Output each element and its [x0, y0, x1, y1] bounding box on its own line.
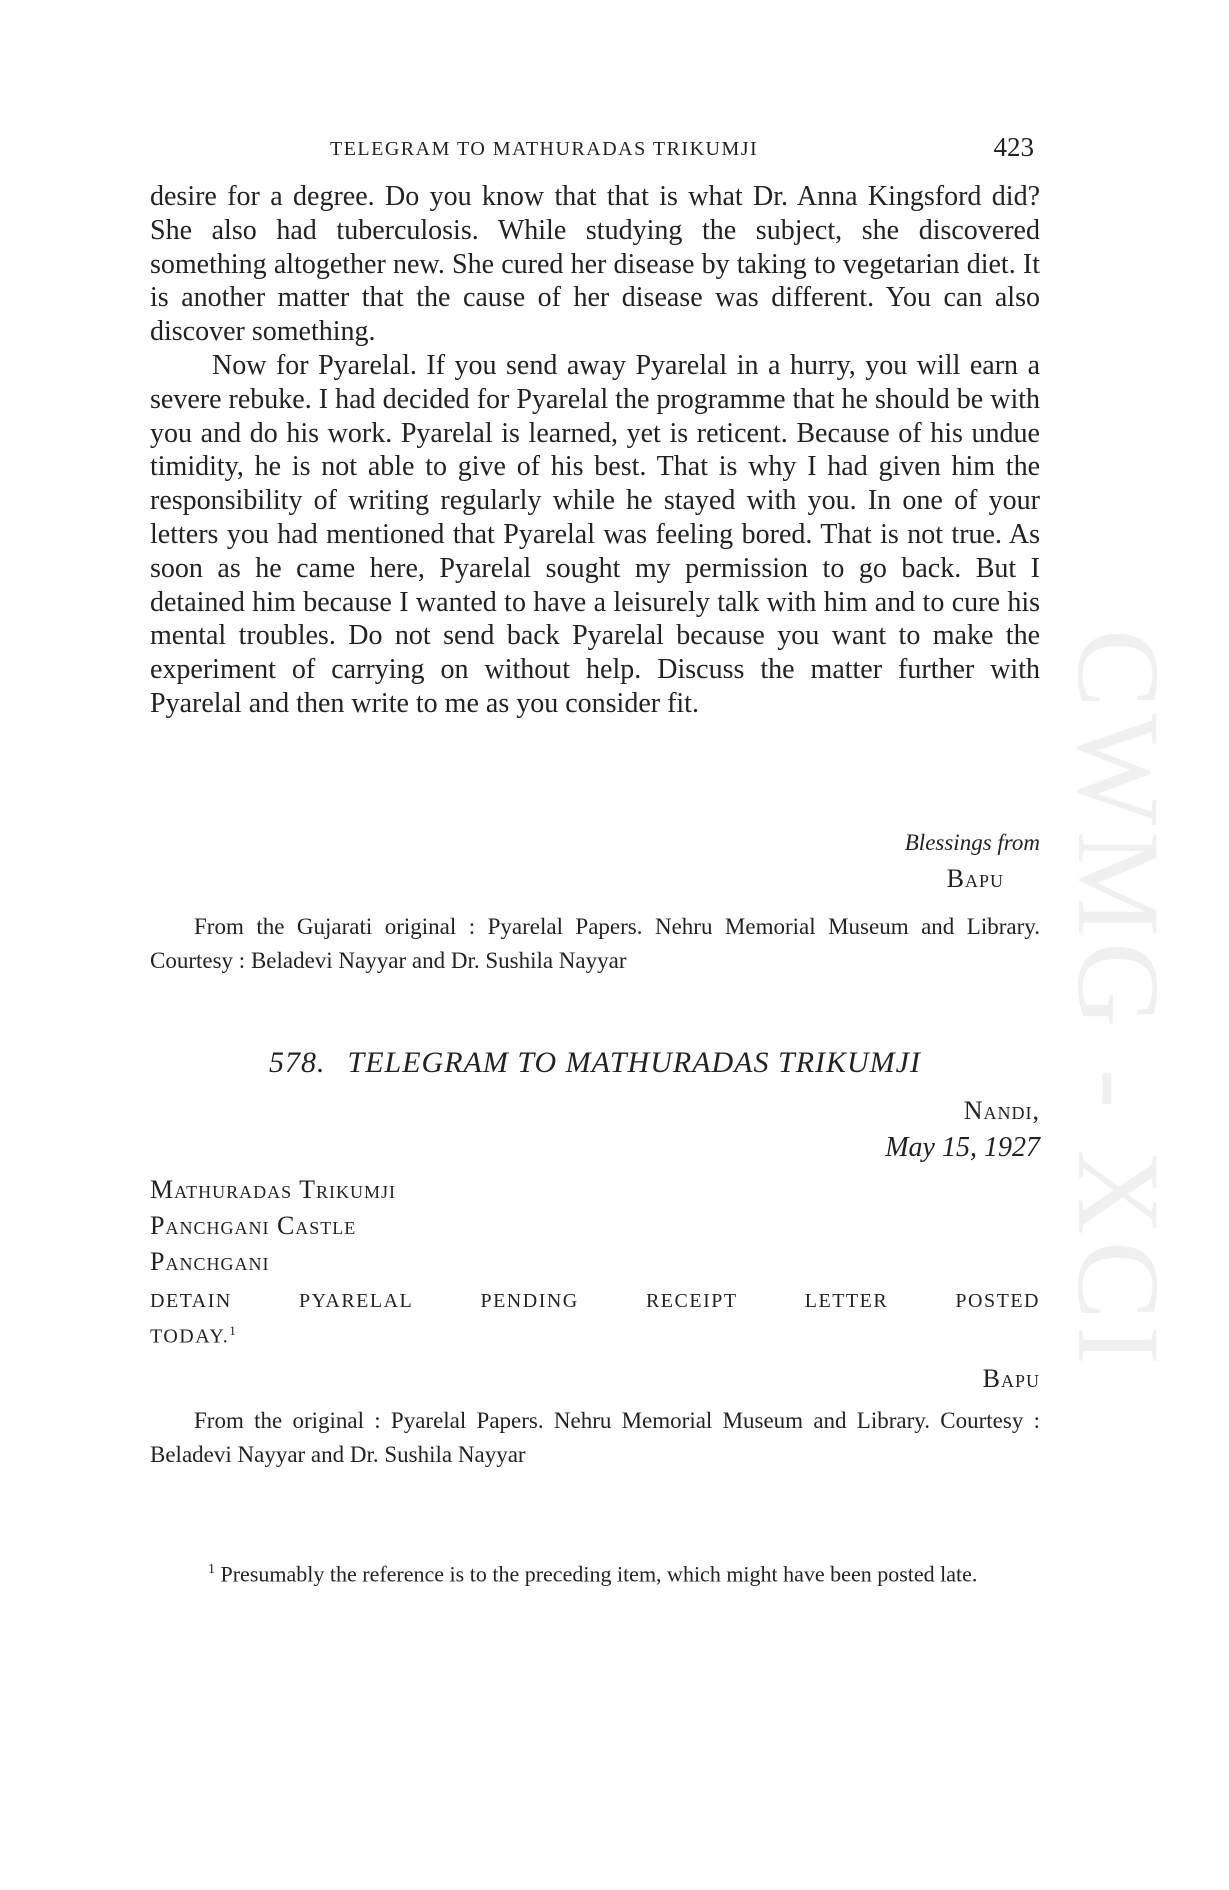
footnote: [150, 1554, 1040, 1589]
telegram-word: TODAY.: [150, 1325, 230, 1348]
watermark-text: CWMG - XCI: [1053, 629, 1184, 1371]
letter-signature: Bapu: [946, 864, 1004, 893]
footnote-text: Presumably the reference is to the preceding item, which might have been posted late.: [215, 1561, 978, 1587]
telegram-signature: Bapu: [982, 1364, 1040, 1393]
address-line-3: Panchgani: [150, 1247, 270, 1276]
item-heading: [150, 1046, 1040, 1080]
telegram-word: DETAIN: [150, 1290, 232, 1312]
telegram-source-note: [150, 1404, 1040, 1471]
telegram-place: Nandi,: [963, 1096, 1040, 1125]
telegram-word: RECEIPT: [645, 1290, 738, 1312]
address-line-1: Mathuradas Trikumji: [150, 1175, 397, 1204]
page-number: 423: [993, 132, 1034, 162]
telegram-text: [150, 1290, 1040, 1349]
footnote-reference: 1: [229, 1323, 238, 1338]
telegram-word: PENDING: [480, 1290, 579, 1312]
letter-paragraph-1: desire for a degree. Do you know that that is what Dr. Anna Kingsford did? She also had tuberculosis. While studying the subject, she discovered something altogether new. She cured her disease by taking to vegetarian diet. It is another matter that the cause of her disease was different. You can also discover something.: [150, 181, 1040, 348]
running-head-title: TELEGRAM TO MATHURADAS TRIKUMJI: [330, 138, 759, 160]
letter-source-note: [150, 910, 1040, 977]
telegram-word: PYARELAL: [299, 1290, 414, 1312]
address-line-2: Panchgani Castle: [150, 1211, 357, 1240]
telegram-address: [150, 1172, 396, 1280]
running-head: [150, 132, 1040, 168]
telegram-word: LETTER: [804, 1290, 889, 1312]
letter-body: [150, 180, 1040, 721]
letter-source-text: From the Gujarati original : Pyarelal Papers. Nehru Memorial Museum and Library. Courtesy : Beladevi Nayyar and Dr. Sushila Nayyar: [150, 914, 1040, 973]
telegram-source-text: From the original : Pyarelal Papers. Nehru Memorial Museum and Library. Courtesy : Beladevi Nayyar and Dr. Sushila Nayyar: [150, 1408, 1040, 1467]
letter-closing: Blessings from: [904, 830, 1040, 855]
footnote-marker: 1: [208, 1562, 215, 1577]
letter-paragraph-2: Now for Pyarelal. If you send away Pyarelal in a hurry, you will earn a severe rebuke. I had decided for Pyarelal the programme that he should be with you and do his work. Pyarelal is learned, yet is reticent. Because of his undue timidity, he is not able to give of his best. That is why I had given him the responsibility of writing regularly while he stayed with you. In one of your letters you had mentioned that Pyarelal was feeling bored. That is not true. As soon as he came here, Pyarelal sought my permission to go back. But I detained him because I wanted to have a leisurely talk with him and to cure his mental troubles. Do not send back Pyarelal because you want to make the experiment of carrying on without help. Discuss the matter further with Pyarelal and then write to me as you consider fit.: [150, 349, 1040, 719]
telegram-date: May 15, 1927: [885, 1132, 1040, 1163]
page: [150, 0, 1040, 1890]
item-title: TELEGRAM TO MATHURADAS TRIKUMJI: [347, 1046, 921, 1079]
item-number: 578.: [269, 1046, 326, 1079]
watermark: [1018, 500, 1218, 1500]
telegram-word: POSTED: [955, 1290, 1040, 1312]
